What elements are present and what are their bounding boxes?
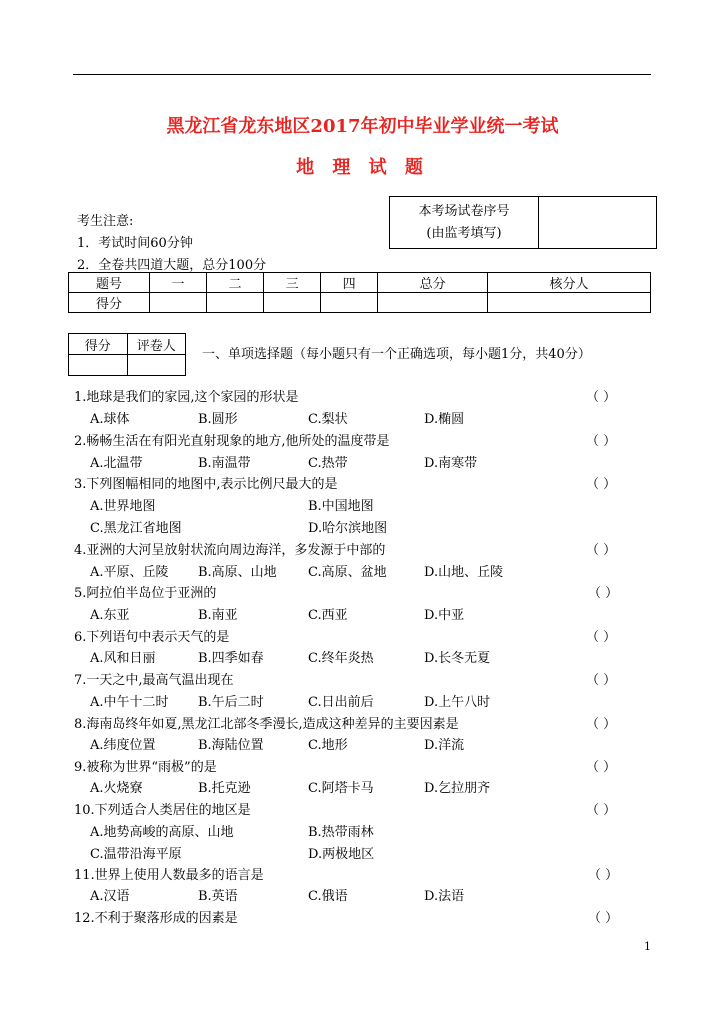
option: D.法语 [424,889,465,904]
score-cell[interactable] [378,293,488,313]
notice-item-2: 2．全卷共四道大题，总分100分 [77,258,267,273]
option: D.南寒带 [424,456,478,471]
option: C.温带沿海平原 [90,847,182,862]
option: A.球体 [90,412,130,427]
score-cell[interactable] [264,293,321,313]
question-stem: 10.下列适合人类居住的地区是 [74,803,251,818]
score-header-cell: 总分 [378,273,488,293]
answer-paren[interactable]: （ ） [586,477,617,492]
option: D.山地、丘陵 [424,565,504,580]
answer-paren[interactable]: （ ） [586,390,617,405]
answer-paren[interactable]: （ ） [586,434,617,449]
option: A.北温带 [90,456,143,471]
option: B.南亚 [198,608,238,623]
grader-name-label: 评卷人 [127,334,186,355]
question-stem: 2.畅畅生活在有阳光直射现象的地方,他所处的温度带是 [74,434,390,449]
answer-paren[interactable]: （ ） [586,630,617,645]
option: C.地形 [308,738,348,753]
answer-paren[interactable]: （ ） [588,868,619,883]
grader-name-cell[interactable] [127,355,186,376]
option: A.东亚 [90,608,130,623]
question-stem: 12.不利于聚落形成的因素是 [74,911,238,926]
page-number: 1 [644,940,651,953]
question-stem: 1.地球是我们的家园,这个家园的形状是 [74,390,299,405]
score-header-cell: 题号 [69,273,150,293]
grader-score-cell[interactable] [69,355,128,376]
score-table-header-row [69,273,651,293]
score-cell[interactable] [321,293,378,313]
option: A.火烧寮 [90,781,143,796]
answer-paren[interactable]: （ ） [586,717,617,732]
question-stem: 8.海南岛终年如夏,黑龙江北部冬季漫长,造成这种差异的主要因素是 [74,717,459,732]
grader-score-label: 得分 [69,334,128,355]
option: C.高原、盆地 [308,565,387,580]
seat-label-line2: (由监考填写) [426,225,502,241]
option: B.四季如春 [198,651,264,666]
question-stem: 6.下列语句中表示天气的是 [74,630,230,645]
seat-number-label [390,197,539,249]
score-cell[interactable] [488,293,651,313]
score-header-cell: 三 [264,273,321,293]
option: C.黑龙江省地图 [90,521,182,536]
question-stem: 9.被称为世界“雨极”的是 [74,760,217,775]
option: B.圆形 [198,412,238,427]
option: C.日出前后 [308,695,374,710]
option: D.中亚 [424,608,465,623]
option: B.午后二时 [198,695,264,710]
question-stem: 11.世界上使用人数最多的语言是 [74,868,264,883]
score-cell[interactable] [207,293,264,313]
option: C.热带 [308,456,348,471]
option: B.英语 [198,889,238,904]
answer-paren[interactable]: （ ） [588,586,619,601]
answer-paren[interactable]: （ ） [586,760,617,775]
option: B.海陆位置 [198,738,264,753]
option: B.热带雨林 [308,825,374,840]
option: D.乞拉朋齐 [424,781,491,796]
option: D.上午八时 [424,695,491,710]
option: B.南温带 [198,456,251,471]
seat-label-line1: 本考场试卷序号 [418,203,510,219]
option: A.纬度位置 [90,738,156,753]
score-header-cell: 二 [207,273,264,293]
exam-subtitle: 地 理 试 题 [296,157,429,178]
answer-paren[interactable]: （ ） [586,803,617,818]
seat-number-box [389,196,657,249]
answer-paren[interactable]: （ ） [586,543,617,558]
question-stem: 5.阿拉伯半岛位于亚洲的 [74,586,217,601]
grader-table [68,333,186,376]
option: C.俄语 [308,889,348,904]
option: C.终年炎热 [308,651,374,666]
option: C.阿塔卡马 [308,781,374,796]
notice-heading: 考生注意: [77,214,134,229]
score-header-cell: 四 [321,273,378,293]
answer-paren[interactable]: （ ） [588,911,619,926]
option: D.两极地区 [308,847,375,862]
score-row-label: 得分 [69,293,150,313]
option: D.长冬无夏 [424,651,491,666]
notice-item-1: 1．考试时间60分钟 [77,236,193,251]
section-1-title: 一、单项选择题（每小题只有一个正确选项，每小题1分，共40分） [202,347,591,362]
score-cell[interactable] [150,293,207,313]
option: A.中午十二时 [90,695,169,710]
score-header-cell: 一 [150,273,207,293]
option: B.高原、山地 [198,565,277,580]
option: A.地势高峻的高原、山地 [90,825,234,840]
option: A.风和日丽 [90,651,156,666]
exam-title: 黑龙江省龙东地区2017年初中毕业学业统一考试 [166,116,559,137]
question-stem: 4.亚洲的大河呈放射状流向周边海洋，多发源于中部的 [74,543,386,558]
option: C.梨状 [308,412,348,427]
score-table-score-row [69,293,651,313]
option: A.平原、丘陵 [90,565,169,580]
option: A.世界地图 [90,499,156,514]
option: A.汉语 [90,889,130,904]
answer-paren[interactable]: （ ） [586,673,617,688]
option: B.中国地图 [308,499,374,514]
seat-number-field[interactable] [539,197,657,249]
option: D.哈尔滨地图 [308,521,388,536]
option: D.椭圆 [424,412,465,427]
score-table [68,272,651,313]
option: C.西亚 [308,608,348,623]
question-stem: 7.一天之中,最高气温出现在 [74,673,234,688]
top-rule [73,74,651,75]
option: D.洋流 [424,738,465,753]
question-stem: 3.下列图幅相同的地图中,表示比例尺最大的是 [74,477,338,492]
score-header-cell: 核分人 [488,273,651,293]
option: B.托克逊 [198,781,251,796]
